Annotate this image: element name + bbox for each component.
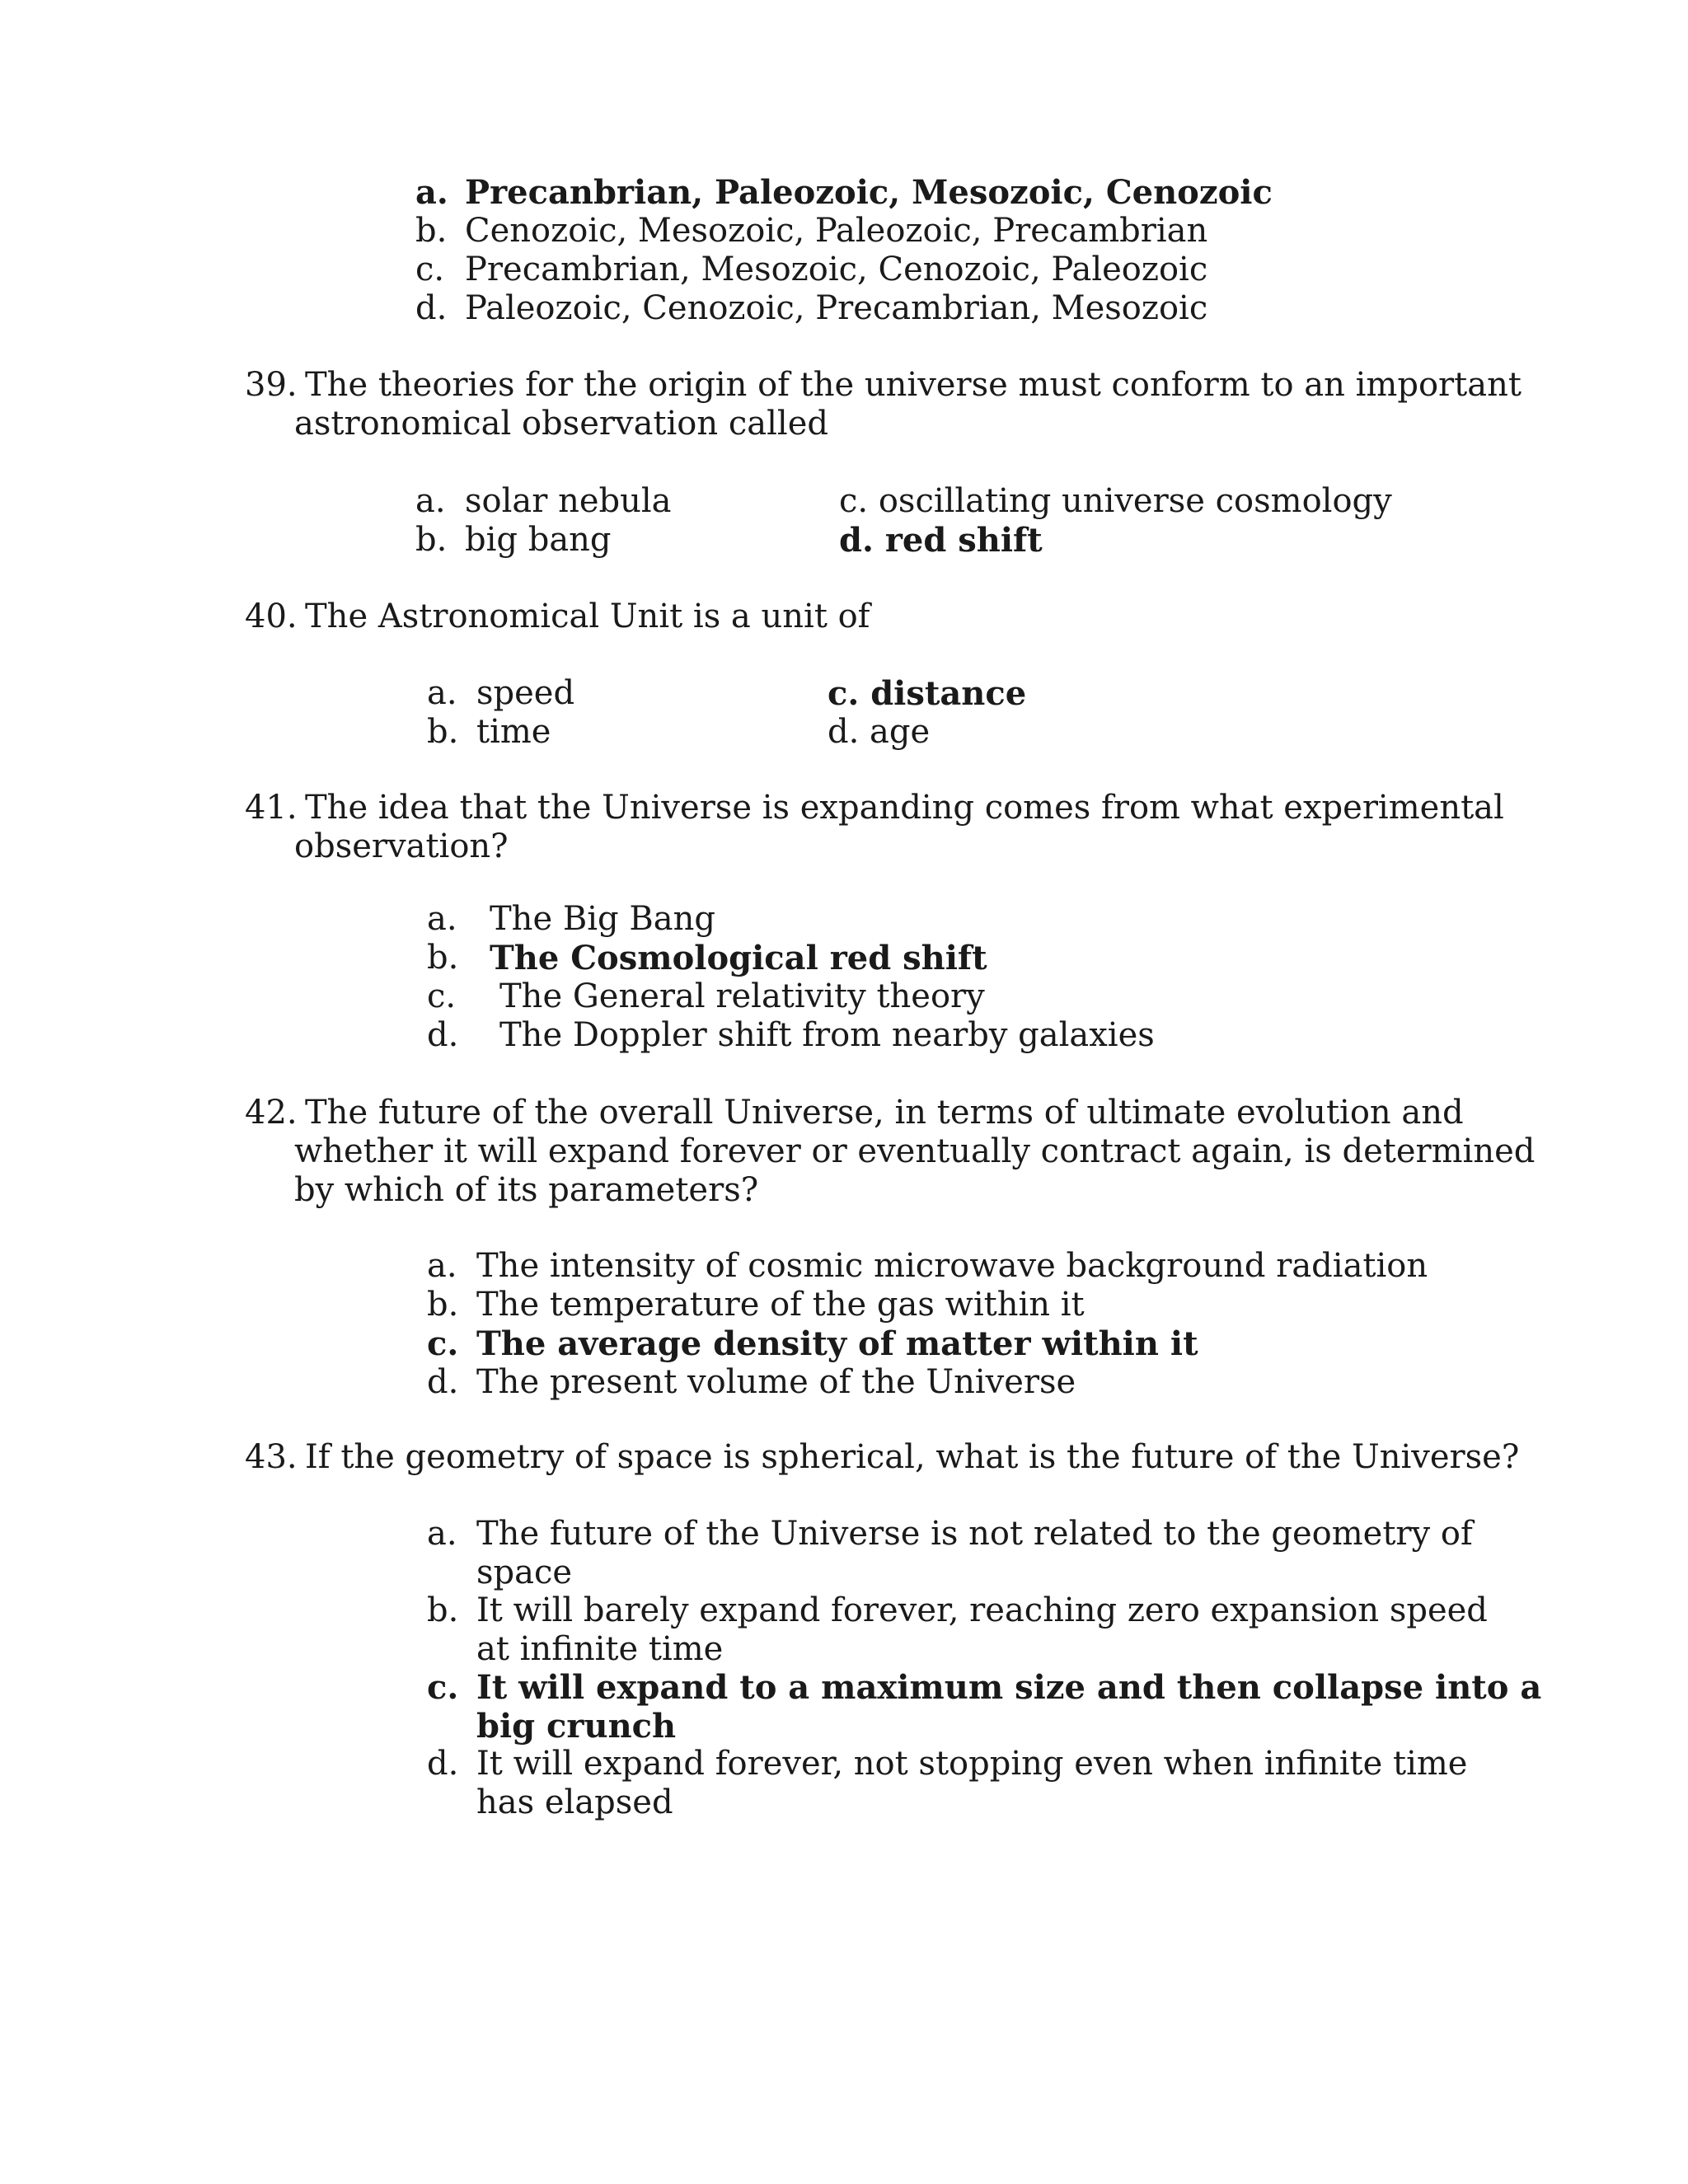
option-text: speed — [476, 674, 575, 712]
question-text: by which of its parameters? — [294, 1171, 759, 1209]
question-number: 43. — [245, 1438, 298, 1476]
option-text: d. age — [828, 713, 931, 751]
option-label: b. — [427, 939, 459, 977]
option-text: The future of the Universe is not related to the geometry of — [476, 1515, 1473, 1553]
question-number: 41. — [245, 789, 298, 827]
question-number: 39. — [245, 366, 298, 404]
option-text: The intensity of cosmic microwave background radiation — [476, 1247, 1428, 1285]
option-label: a. — [427, 900, 457, 938]
option-text-correct: It will expand to a maximum size and then collapse into a — [476, 1668, 1542, 1707]
option-label: b. — [427, 1591, 459, 1629]
option-text: big bang — [465, 521, 612, 559]
option-label: d. — [427, 1363, 459, 1401]
option-label: d. — [415, 289, 448, 327]
option-label: a. — [427, 674, 457, 712]
option-text: Precambrian, Mesozoic, Cenozoic, Paleozoic — [465, 251, 1208, 288]
option-text: The General relativity theory — [499, 977, 985, 1015]
option-label: b. — [415, 521, 448, 559]
option-label: c. — [427, 1668, 459, 1707]
option-label: d. — [427, 1016, 459, 1054]
question-text: The future of the overall Universe, in terms of ultimate evolution and — [305, 1094, 1464, 1132]
option-label: c. — [427, 1324, 459, 1363]
option-text-correct: c. distance — [828, 674, 1027, 713]
option-text: at infinite time — [476, 1630, 724, 1668]
option-text-correct: The average density of matter within it — [476, 1324, 1198, 1363]
option-label: a. — [427, 1247, 457, 1285]
option-text: c. oscillating universe cosmology — [839, 482, 1392, 520]
option-label: a. — [427, 1515, 457, 1553]
question-number: 40. — [245, 598, 298, 635]
option-text: solar nebula — [465, 482, 672, 520]
option-label: a. — [415, 173, 448, 212]
option-text-correct: The Cosmological red shift — [490, 939, 987, 977]
option-label: c. — [415, 251, 445, 288]
option-label: b. — [427, 1286, 459, 1324]
question-text: The Astronomical Unit is a unit of — [305, 598, 870, 635]
option-text: It will barely expand forever, reaching zero expansion speed — [476, 1591, 1488, 1629]
question-text: The theories for the origin of the universe must conform to an important — [305, 366, 1522, 404]
question-text: The idea that the Universe is expanding comes from what experimental — [305, 789, 1504, 827]
option-label: d. — [427, 1745, 459, 1783]
option-text: It will expand forever, not stopping even when infinite time — [476, 1745, 1468, 1783]
option-text: has elapsed — [476, 1783, 673, 1821]
question-number: 42. — [245, 1094, 298, 1132]
option-text-correct: Precanbrian, Paleozoic, Mesozoic, Cenozoic — [465, 173, 1273, 212]
option-label: b. — [415, 212, 448, 250]
option-text-correct: big crunch — [476, 1707, 677, 1746]
option-text: Paleozoic, Cenozoic, Precambrian, Mesozoic — [465, 289, 1208, 327]
question-text: If the geometry of space is spherical, what is the future of the Universe? — [305, 1438, 1520, 1476]
question-text: whether it will expand forever or eventually contract again, is determined — [294, 1132, 1536, 1170]
option-text-correct: d. red shift — [839, 521, 1043, 560]
question-text: astronomical observation called — [294, 405, 828, 443]
option-text: Cenozoic, Mesozoic, Paleozoic, Precambrian — [465, 212, 1208, 250]
option-label: a. — [415, 482, 446, 520]
option-label: c. — [427, 977, 457, 1015]
option-text: time — [476, 713, 551, 751]
option-text: The temperature of the gas within it — [476, 1286, 1085, 1324]
option-label: b. — [427, 713, 459, 751]
option-text: The Big Bang — [490, 900, 715, 938]
option-text: The present volume of the Universe — [476, 1363, 1076, 1401]
question-text: observation? — [294, 827, 509, 865]
option-text: The Doppler shift from nearby galaxies — [499, 1016, 1155, 1054]
option-text: space — [476, 1554, 573, 1591]
